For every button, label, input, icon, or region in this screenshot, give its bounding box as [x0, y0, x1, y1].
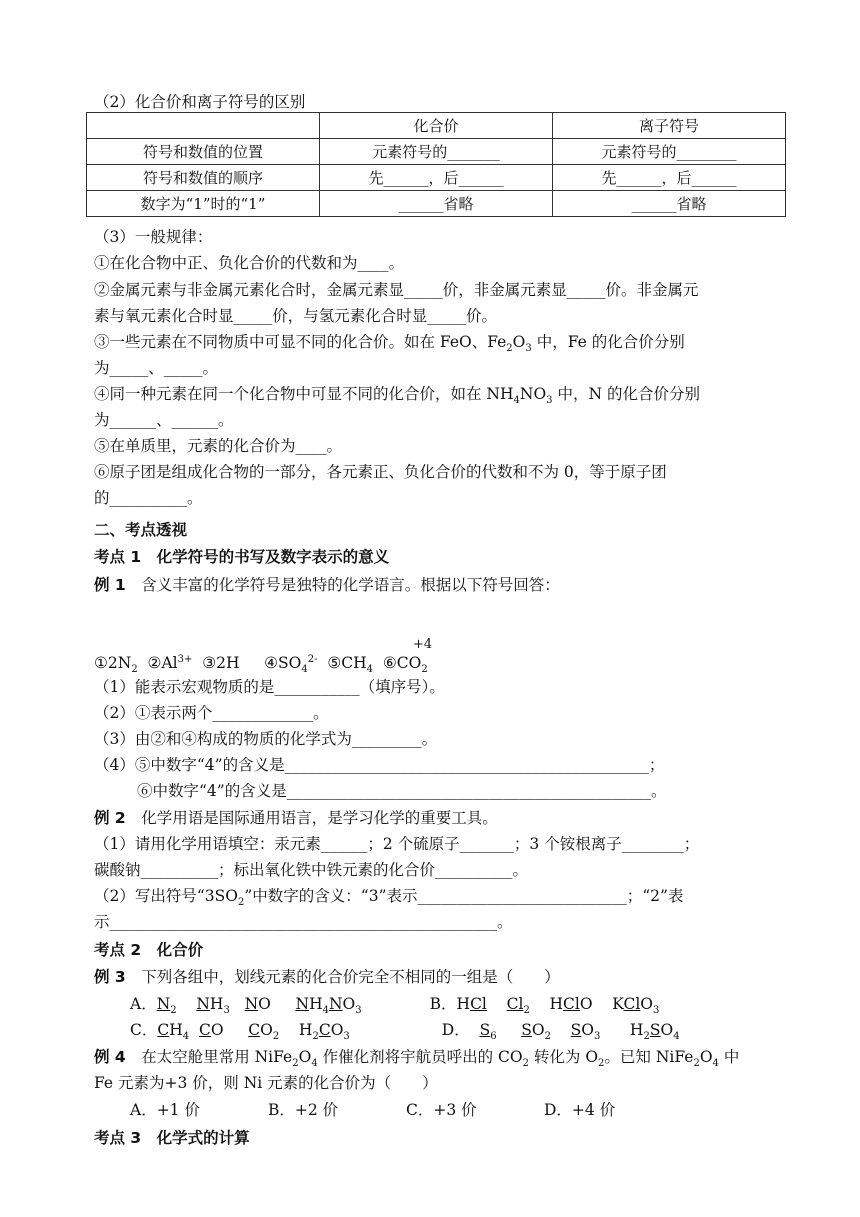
table-cell: ______省略	[320, 191, 553, 217]
rule-1: ①在化合物中正、负化合价的代数和为____。	[94, 254, 405, 272]
table-header-row	[87, 113, 786, 139]
ex2-q2a: （2）写出符号“$3SO_2$”中数字的含义：“3”表示___________________________；“2”表	[94, 887, 684, 909]
valence-mark: +4	[413, 637, 433, 652]
rule-3-line-1: ③一些元素在不同物质中可显不同的化合价。如在 FeO、$Fe_2O_3$ 中，Fe 的化合价分别	[94, 333, 685, 355]
table-cell: 元素符号的_______	[320, 139, 553, 165]
table-row	[87, 165, 786, 191]
table-cell: 符号和数值的顺序	[87, 165, 320, 191]
example-4-line-2: Fe 元素为+3 价，则 Ni 元素的化合价为（ ）	[94, 1074, 438, 1092]
ex1-q4b: ⑥中数字“4”的含义是_______________________________________________。	[137, 782, 667, 800]
option-c: C．+3 价	[406, 1101, 477, 1119]
ex1-q1: （1）能表示宏观物质的是___________（填序号）。	[94, 678, 445, 696]
example-3: 例 3 下列各组中，划线元素的化合价完全不相同的一组是（ ）	[94, 968, 560, 986]
rule-6-line-1: ⑥原子团是组成化合物的一部分，各元素正、负化合价的代数和不为 0，等于原子团	[94, 463, 667, 481]
rule-4-line-1: ④同一种元素在同一个化合物中可显不同的化合价，如在 $NH_4NO_3$ 中，N 的化合价分别	[94, 385, 700, 407]
ex2-q2b: 示__________________________________________________。	[94, 913, 513, 931]
ex4-options	[130, 1100, 615, 1120]
ex2-q1a: （1）请用化学用语填空：汞元素______；2 个硫原子_______；3 个铵根离子________；	[94, 835, 700, 853]
rule-2-line-1: ②金属元素与非金属元素化合时，金属元素显_____价，非金属元素显_____价。非金属元	[94, 281, 699, 299]
rule-3-line-2: 为_____、_____。	[94, 359, 219, 377]
section-2-title: （2）化合价和离子符号的区别	[94, 93, 306, 111]
ex1-symbols: $①2N_2$ $②Al^{3+}$ ③2H $④SO_4^{2-}$ $⑤CH_4$ $⑥CO_2$	[94, 653, 428, 676]
ex1-q4a: （4）⑤中数字“4”的含义是_______________________________________________；	[94, 756, 665, 774]
rule-6-line-2: 的__________。	[94, 489, 203, 507]
kp-1-heading: 考点 1 化学符号的书写及数字表示的意义	[94, 548, 390, 566]
ex3-options-cd: C．$CH_4$ CO $CO_2$ $H_2CO_3$ D． $S_6$ $SO_2$ $SO_3$ $H_2SO_4$	[130, 1021, 680, 1043]
ex2-q1b: 碳酸钠__________；标出氧化铁中铁元素的化合价__________。	[94, 861, 529, 879]
kp-2-heading: 考点 2 化合价	[94, 941, 204, 959]
table-cell: 元素符号的________	[553, 139, 786, 165]
option-b: B．+2 价	[268, 1101, 339, 1119]
ex1-q2: （2）①表示两个_____________。	[94, 704, 329, 722]
option-a: A．+1 价	[130, 1101, 200, 1119]
option-d: D．+4 价	[544, 1101, 616, 1119]
example-1: 例 1 含义丰富的化学符号是独特的化学语言。根据以下符号回答：	[94, 576, 560, 594]
comparison-table	[86, 112, 786, 217]
table-cell: 先______，后______	[320, 165, 553, 191]
rule-5: ⑤在单质里，元素的化合价为____。	[94, 437, 343, 455]
example-2: 例 2 化学用语是国际通用语言，是学习化学的重要工具。	[94, 809, 498, 827]
rule-2-line-2: 素与氧元素化合时显_____价，与氢元素化合时显_____价。	[94, 307, 498, 325]
table-header-ion: 离子符号	[553, 113, 786, 139]
part-2-heading: 二、考点透视	[94, 521, 188, 539]
kp-3-heading: 考点 3 化学式的计算	[94, 1129, 250, 1147]
ex3-options-ab: A．$N_2$ $NH_3$ NO $NH_4NO_3$ B．HCl $Cl_2$ HClO KClO$_3$	[130, 995, 660, 1017]
table-cell: 符号和数值的位置	[87, 139, 320, 165]
example-4-line-1: 例 4 在太空舱里常用 $NiFe_2O_4$ 作催化剂将宇航员呼出的 $CO_2$ 转化为 $O_2$。已知 $NiFe_2O_4$ 中	[94, 1048, 740, 1070]
rule-4-line-2: 为______、______。	[94, 411, 234, 429]
table-cell: 先______，后______	[553, 165, 786, 191]
table-row	[87, 191, 786, 217]
ex1-q3: （3）由②和④构成的物质的化学式为_________。	[94, 730, 438, 748]
table-cell: 数字为“1”时的“1”	[87, 191, 320, 217]
table-row	[87, 139, 786, 165]
section-3-title: （3）一般规律：	[94, 228, 213, 246]
table-header-valence: 化合价	[320, 113, 553, 139]
table-cell: ______省略	[553, 191, 786, 217]
table-cell	[87, 113, 320, 139]
